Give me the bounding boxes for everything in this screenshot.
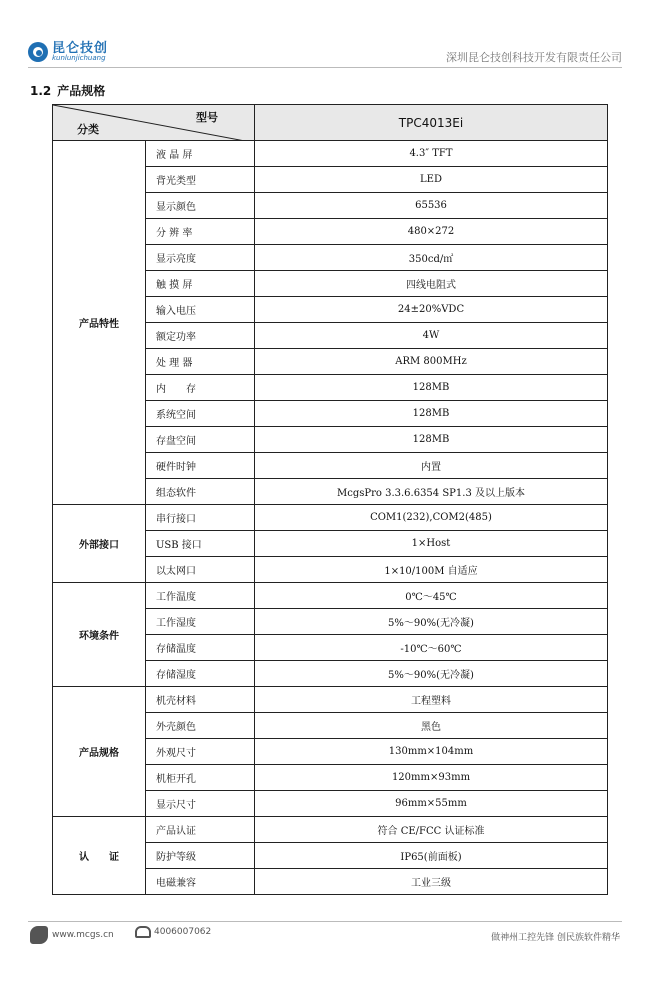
company-logo	[28, 42, 108, 62]
item-cell: 机柜开孔	[146, 765, 255, 791]
item-cell: 电磁兼容	[146, 869, 255, 895]
item-cell: 触 摸 屏	[146, 271, 255, 297]
category-cell: 认 证	[53, 817, 146, 895]
value-cell: 工程塑料	[255, 687, 608, 713]
table-row	[53, 687, 608, 713]
value-cell: COM1(232),COM2(485)	[255, 505, 608, 531]
table-header-diagonal-cell	[53, 105, 255, 141]
company-name: 深圳昆仑技创科技开发有限责任公司	[446, 51, 622, 64]
item-cell: 内 存	[146, 375, 255, 401]
logo-chinese-text: 昆仑技创	[52, 41, 109, 56]
value-cell: 5%～90%(无冷凝)	[255, 609, 608, 635]
item-cell: 液 晶 屏	[146, 141, 255, 167]
value-cell: IP65(前面板)	[255, 843, 608, 869]
value-cell: 120mm×93mm	[255, 765, 608, 791]
item-cell: 背光类型	[146, 167, 255, 193]
table-row	[53, 583, 608, 609]
item-cell: 存盘空间	[146, 427, 255, 453]
value-cell: ARM 800MHz	[255, 349, 608, 375]
value-cell: 128MB	[255, 427, 608, 453]
item-cell: 外壳颜色	[146, 713, 255, 739]
value-cell: 130mm×104mm	[255, 739, 608, 765]
value-cell: 1×10/100M 自适应	[255, 557, 608, 583]
item-cell: 工作温度	[146, 583, 255, 609]
table-row	[53, 141, 608, 167]
item-cell: 存储温度	[146, 635, 255, 661]
footer-divider	[28, 921, 622, 922]
header-category-label: 分类	[77, 123, 99, 136]
value-cell: 1×Host	[255, 531, 608, 557]
section-number: 1.2	[30, 84, 52, 98]
value-cell: 内置	[255, 453, 608, 479]
table-row	[53, 817, 608, 843]
value-cell: 工业三级	[255, 869, 608, 895]
section-title: 产品规格	[57, 84, 106, 98]
header-divider	[28, 67, 622, 68]
value-cell: 4.3″ TFT	[255, 141, 608, 167]
item-cell: 机壳材料	[146, 687, 255, 713]
item-cell: 外观尺寸	[146, 739, 255, 765]
category-cell: 产品特性	[53, 141, 146, 505]
value-cell: 黑色	[255, 713, 608, 739]
item-cell: 显示颜色	[146, 193, 255, 219]
item-cell: 防护等级	[146, 843, 255, 869]
website-icon	[30, 926, 48, 944]
item-cell: 显示尺寸	[146, 791, 255, 817]
value-cell: LED	[255, 167, 608, 193]
item-cell: 显示亮度	[146, 245, 255, 271]
item-cell: 串行接口	[146, 505, 255, 531]
value-cell: 96mm×55mm	[255, 791, 608, 817]
value-cell: 0℃～45℃	[255, 583, 608, 609]
item-cell: 分 辨 率	[146, 219, 255, 245]
section-heading	[30, 82, 105, 99]
item-cell: USB 接口	[146, 531, 255, 557]
value-cell: 65536	[255, 193, 608, 219]
item-cell: 组态软件	[146, 479, 255, 505]
item-cell: 系统空间	[146, 401, 255, 427]
page-footer	[30, 926, 620, 946]
phone-text: 4006007062	[154, 927, 212, 937]
header-model-label: 型号	[196, 111, 218, 124]
category-cell: 外部接口	[53, 505, 146, 583]
value-cell: 128MB	[255, 401, 608, 427]
page-header	[0, 0, 650, 70]
spec-table	[52, 104, 608, 895]
footer-slogan: 做神州工控先锋 创民族软件精华	[491, 933, 620, 943]
item-cell: 额定功率	[146, 323, 255, 349]
value-cell: McgsPro 3.3.6.6354 SP1.3 及以上版本	[255, 479, 608, 505]
logo-english-text: kunlunjichuang	[52, 54, 106, 62]
value-cell: 350cd/㎡	[255, 245, 608, 271]
phone-icon	[135, 926, 151, 938]
value-cell: 符合 CE/FCC 认证标准	[255, 817, 608, 843]
value-cell: 480×272	[255, 219, 608, 245]
website-text: www.mcgs.cn	[52, 930, 114, 940]
category-cell: 环境条件	[53, 583, 146, 687]
item-cell: 工作湿度	[146, 609, 255, 635]
value-cell: 四线电阻式	[255, 271, 608, 297]
value-cell: 24±20%VDC	[255, 297, 608, 323]
item-cell: 存储湿度	[146, 661, 255, 687]
item-cell: 输入电压	[146, 297, 255, 323]
value-cell: -10℃～60℃	[255, 635, 608, 661]
model-value: TPC4013Ei	[255, 105, 608, 141]
item-cell: 以太网口	[146, 557, 255, 583]
item-cell: 处 理 器	[146, 349, 255, 375]
value-cell: 128MB	[255, 375, 608, 401]
item-cell: 产品认证	[146, 817, 255, 843]
category-cell: 产品规格	[53, 687, 146, 817]
value-cell: 5%～90%(无冷凝)	[255, 661, 608, 687]
value-cell: 4W	[255, 323, 608, 349]
table-row	[53, 505, 608, 531]
logo-icon	[28, 42, 48, 62]
item-cell: 硬件时钟	[146, 453, 255, 479]
